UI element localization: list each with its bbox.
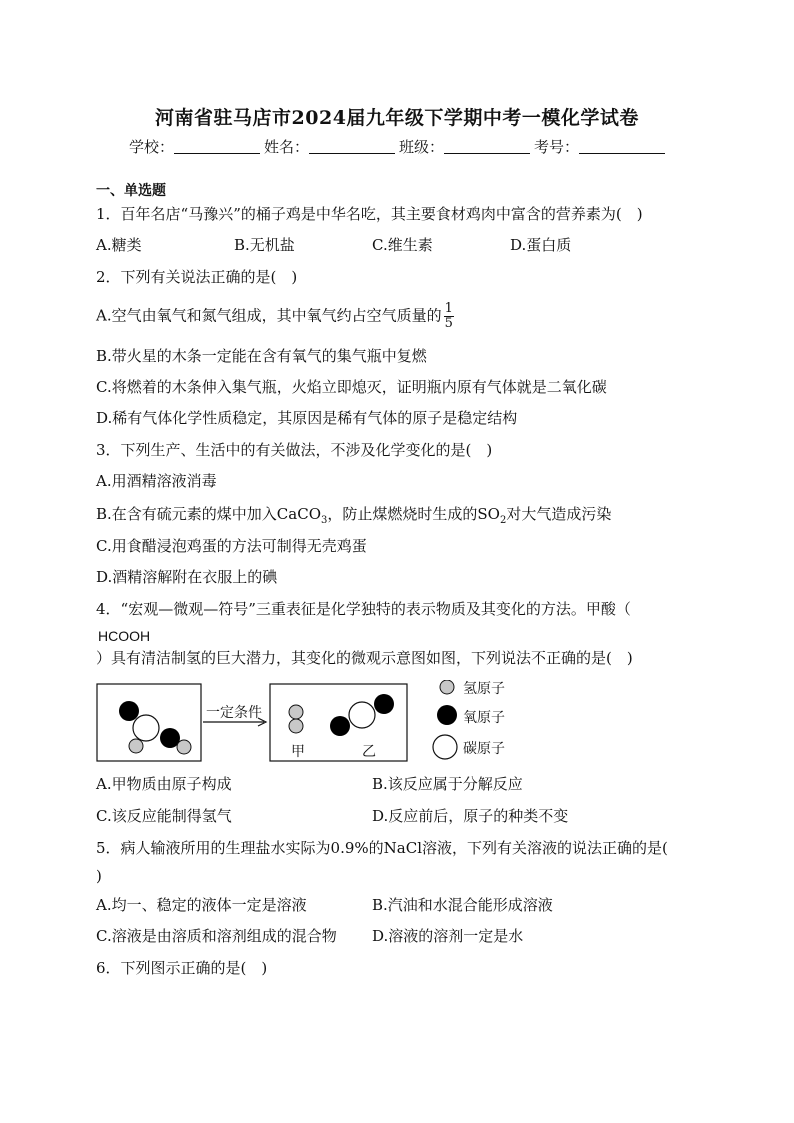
question-5-stem-part1: 5．病人输液所用的生理盐水实际为 — [96, 839, 331, 857]
legend-carbon-label: 碳原子 — [463, 741, 505, 757]
question-4-option-a: A.甲物质由原子构成 — [96, 775, 232, 793]
question-3-option-b-part1: B.在含有硫元素的煤中加入 — [96, 505, 277, 523]
question-4-option-c: C.该反应能制得氢气 — [96, 807, 232, 825]
reactant-carbon-atom — [133, 715, 159, 741]
question-2-stem: 2．下列有关说法正确的是( ) — [96, 268, 298, 286]
student-info-row — [0, 136, 794, 157]
question-2-option-a-text: A.空气由氧气和氮气组成，其中氧气约占空气质量的 — [96, 306, 442, 325]
question-5-stem-line2: ) — [96, 867, 102, 885]
caco3-subscript: 3 — [321, 515, 328, 526]
fraction-denominator: 5 — [444, 316, 453, 331]
page-title: 河南省驻马店市2024届九年级下学期中考一模化学试卷 — [155, 107, 639, 129]
question-5-option-d: D.溶液的溶剂一定是水 — [372, 927, 524, 945]
legend-hydrogen-label: 氢原子 — [463, 681, 505, 697]
hcooh-formula: HCOOH — [98, 628, 151, 644]
question-5-stem-part3: 溶液，下列有关溶液的说法正确的是( — [422, 839, 668, 857]
question-1-option-a: A.糖类 — [96, 236, 142, 254]
question-4-stem-line1: 4．“宏观—微观—符号”三重表征是化学独特的表示物质及其变化的方法。甲酸（ — [96, 600, 631, 618]
name-label: 姓名： — [263, 138, 309, 156]
legend-hydrogen-icon — [440, 680, 454, 694]
question-4-option-d: D.反应前后，原子的种类不变 — [372, 807, 569, 825]
question-1-option-d: D.蛋白质 — [510, 236, 572, 254]
question-3-option-b — [96, 504, 611, 531]
question-1-option-b: B.无机盐 — [234, 236, 295, 254]
saline-percentage: 0.9% — [330, 839, 369, 857]
question-1-option-c: C.维生素 — [372, 236, 433, 254]
legend-carbon-icon — [433, 735, 457, 759]
product-oxygen-atom-2 — [374, 694, 394, 714]
question-1-stem: 1．百年名店“马豫兴”的桶子鸡是中华名吃，其主要食材鸡肉中富含的营养素为( ) — [96, 205, 643, 223]
reactant-hydrogen-atom-2 — [177, 740, 191, 754]
school-blank[interactable] — [174, 139, 260, 154]
so2-subscript: 2 — [499, 515, 507, 526]
legend-oxygen-icon — [437, 705, 457, 725]
question-5-stem-line1 — [96, 838, 668, 858]
product-hydrogen-atom-2 — [289, 719, 303, 733]
question-5-option-c: C.溶液是由溶质和溶剂组成的混合物 — [96, 927, 337, 945]
class-blank[interactable] — [444, 139, 530, 154]
question-2-option-d: D.稀有气体化学性质稳定，其原因是稀有气体的原子是稳定结构 — [96, 409, 518, 427]
question-3-option-b-part2: ，防止煤燃烧时生成的 — [327, 505, 478, 523]
question-2-option-c: C.将燃着的木条伸入集气瓶，火焰立即熄灭，证明瓶内原有气体就是二氧化碳 — [96, 378, 607, 396]
question-5-stem-part2: 的 — [368, 839, 384, 857]
question-3-option-c: C.用食醋浸泡鸡蛋的方法可制得无壳鸡蛋 — [96, 537, 367, 555]
product-oxygen-atom-1 — [330, 716, 350, 736]
product-label-jia: 甲 — [291, 744, 305, 760]
question-5-option-a: A.均一、稳定的液体一定是溶液 — [96, 896, 307, 914]
question-3-option-d: D.酒精溶解附在衣服上的碘 — [96, 568, 278, 586]
product-carbon-atom — [349, 702, 375, 728]
fraction-one-fifth — [444, 302, 454, 331]
reaction-diagram — [96, 680, 526, 765]
question-2-option-a — [96, 302, 454, 331]
caco3-formula: CaCO — [276, 505, 321, 523]
arrow-condition-label: 一定条件 — [206, 705, 262, 721]
question-5-option-b: B.汽油和水混合能形成溶液 — [372, 896, 553, 914]
legend-oxygen-label: 氧原子 — [463, 710, 505, 726]
reactant-hydrogen-atom-1 — [129, 739, 143, 753]
question-4-option-b: B.该反应属于分解反应 — [372, 775, 523, 793]
question-3-option-b-part3: 对大气造成污染 — [506, 505, 612, 523]
product-label-yi: 乙 — [362, 744, 376, 760]
question-6-stem: 6．下列图示正确的是( ) — [96, 959, 268, 977]
question-3-option-a: A.用酒精溶液消毒 — [96, 472, 217, 490]
fraction-numerator: 1 — [444, 301, 453, 316]
school-label: 学校： — [128, 138, 174, 156]
exam-number-blank[interactable] — [579, 139, 665, 154]
exam-number-label: 考号： — [534, 138, 580, 156]
so2-formula: SO — [477, 505, 500, 523]
name-blank[interactable] — [309, 139, 395, 154]
question-2-option-b: B.带火星的木条一定能在含有氧气的集气瓶中复燃 — [96, 347, 427, 365]
product-hydrogen-atom-1 — [289, 705, 303, 719]
question-3-stem: 3．下列生产、生活中的有关做法，不涉及化学变化的是( ) — [96, 441, 493, 459]
nacl-formula: NaCl — [383, 839, 423, 857]
section-heading: 一、单选题 — [96, 183, 166, 199]
question-4-stem-line2: ）具有清洁制氢的巨大潜力，其变化的微观示意图如图，下列说法不正确的是( ) — [96, 649, 633, 667]
class-label: 班级： — [399, 138, 445, 156]
reactant-oxygen-atom-1 — [119, 701, 139, 721]
